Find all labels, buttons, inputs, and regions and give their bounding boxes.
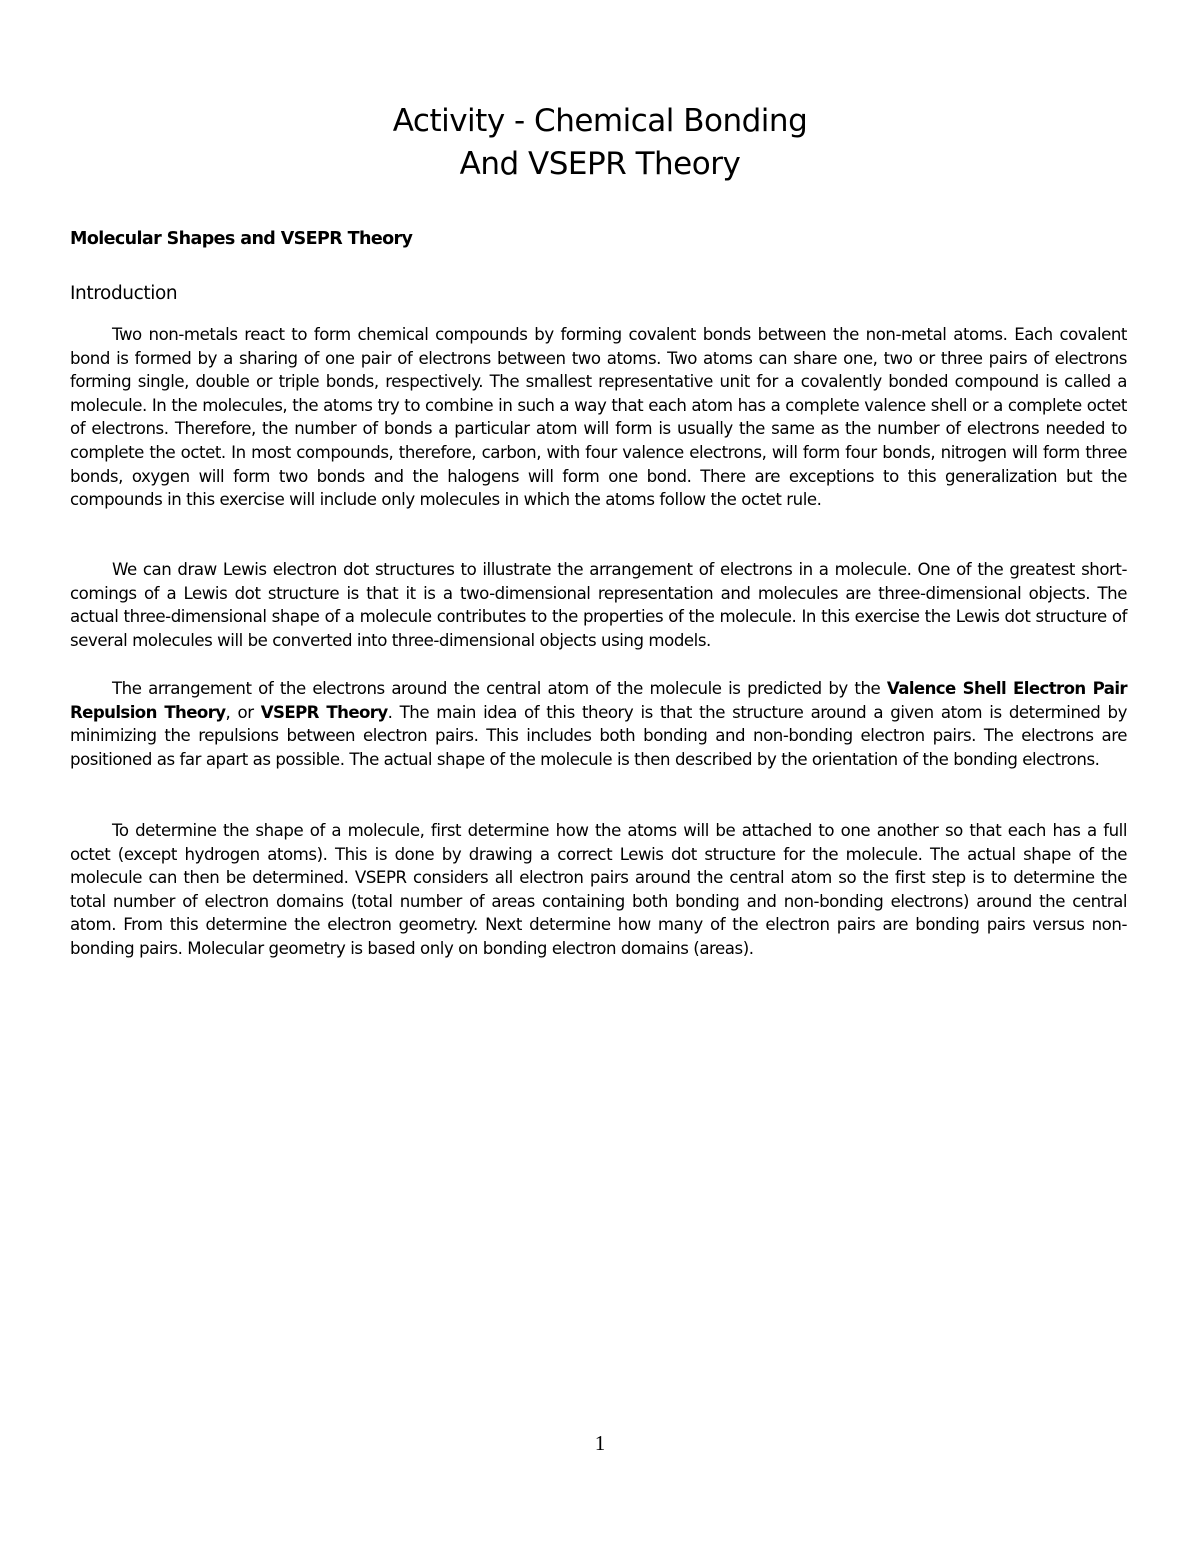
- vsepr-acronym-term: VSEPR Theory: [260, 702, 388, 722]
- intro-paragraph-4: To determine the shape of a molecule, first determine how the atoms will be attached to one another so that each has a full octet (except hydrogen atoms). This is done by drawing a correct Lewis dot structure for the molecule. The actual shape of the molecule can then be determined. VSEPR considers all electron pairs around the central atom so the first step is to determine the total number of electron domains (total number of areas containing both bonding and non-bonding electrons) around the central atom. From this determine the electron geometry. Next determine how many of the electron pairs are bonding pairs versus non-bonding pairs. Molecular geometry is based only on bonding electron domains (areas).: [70, 821, 1127, 958]
- vsepr-full-name-term: Valence Shell Electron Pair Repulsion Theory: [70, 679, 1127, 722]
- intro-paragraph-3: [70, 677, 1127, 771]
- document-title-line-1: Activity - Chemical Bonding: [392, 103, 808, 139]
- document-title-line-2: And VSEPR Theory: [459, 146, 741, 182]
- section-heading: Molecular Shapes and VSEPR Theory: [70, 229, 413, 249]
- intro-paragraph-1: Two non-metals react to form chemical compounds by forming covalent bonds between the non-metal atoms. Each covalent bond is formed by a sharing of one pair of electrons between two atoms. Two atoms can share one, two or three pairs of electrons forming single, double or triple bonds, respectively. The smallest representative unit for a covalently bonded compound is called a molecule. In the molecules, the atoms try to combine in such a way that each atom has a complete valence shell or a complete octet of electrons. Therefore, the number of bonds a particular atom will form is usually the same as the number of electrons needed to complete the octet. In most compounds, therefore, carbon, with four valence electrons, will form four bonds, nitrogen will form three bonds, oxygen will form two bonds and the halogens will form one bond. There are exceptions to this generalization but the compounds in this exercise will include only molecules in which the atoms follow the octet rule.: [70, 325, 1127, 510]
- introduction-heading: Introduction: [70, 283, 178, 304]
- paragraph-3-text-b: , or: [225, 702, 261, 722]
- paragraph-3-text-a: The arrangement of the electrons around the central atom of the molecule is predicted by the: [112, 679, 887, 698]
- intro-paragraph-2: We can draw Lewis electron dot structures to illustrate the arrangement of electrons in a molecule. One of the greatest short-comings of a Lewis dot structure is that it is a two-dimensional representation and molecules are three-dimensional objects. The actual three-dimensional shape of a molecule contributes to the properties of the molecule. In this exercise the Lewis dot structure of several molecules will be converted into three-dimensional objects using models.: [70, 560, 1127, 650]
- paragraph-3-text-c: . The main idea of this theory is that the structure around a given atom is determined by minimizing the repulsions between electron pairs. This includes both bonding and non-bonding electron pairs. The electrons are positioned as far apart as possible. The actual shape of the molecule is then described by the orientation of the bonding electrons.: [70, 702, 1127, 769]
- page-number: 1: [594, 1431, 606, 1455]
